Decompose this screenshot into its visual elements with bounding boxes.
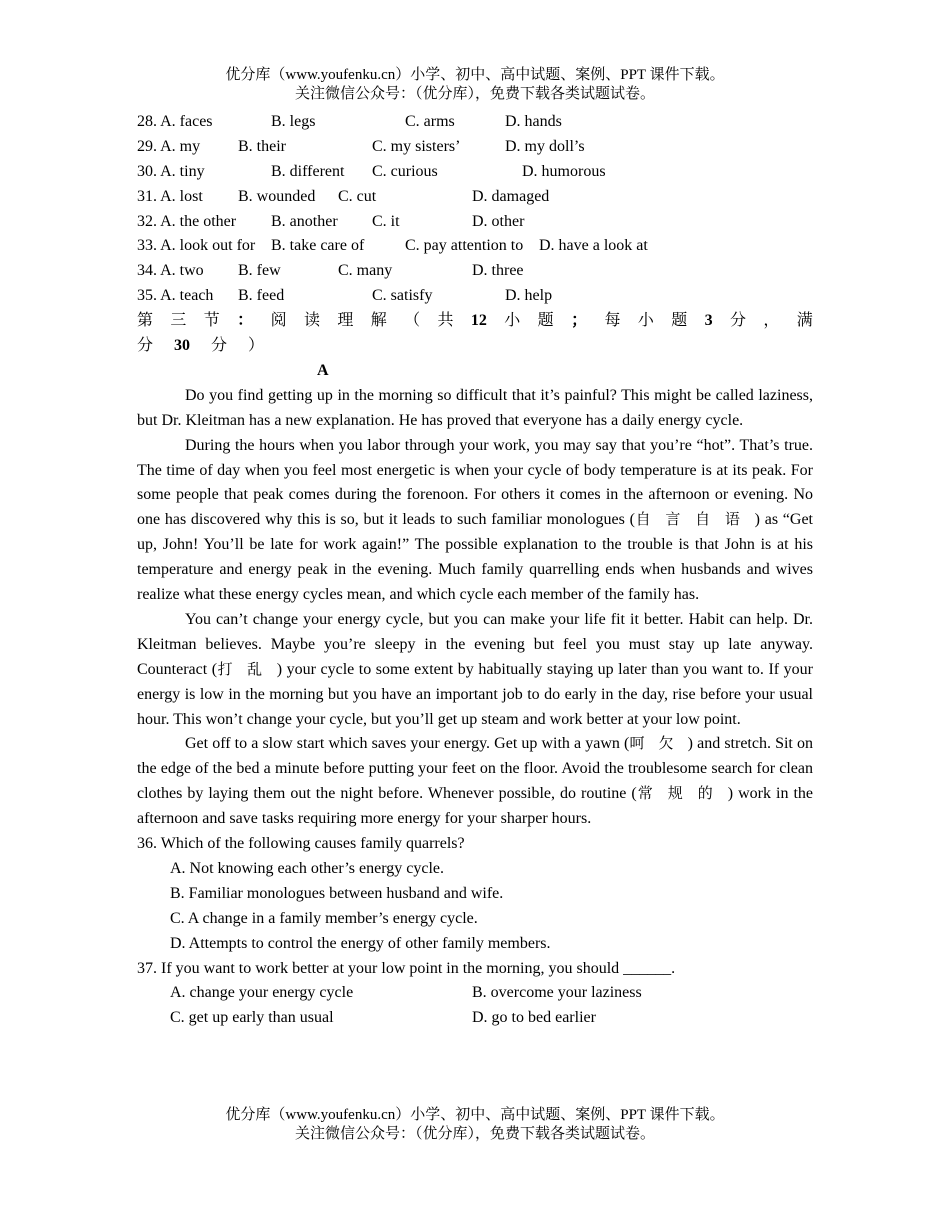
option-a: 33. A. look out for xyxy=(137,237,256,255)
option-c: C. my sisters’ xyxy=(372,137,461,155)
option-d: D. other xyxy=(472,212,525,230)
option-c: C. it xyxy=(372,212,400,230)
option-c: C. satisfy xyxy=(372,287,433,305)
heading-char: ； xyxy=(571,312,588,330)
option-b: B. feed xyxy=(238,287,285,305)
heading-char: ） xyxy=(248,337,265,355)
header-line-1: 优分库（www.youfenku.cn）小学、初中、高中试题、案例、PPT 课件下载。 xyxy=(225,67,725,83)
passage-paragraph-3 xyxy=(137,608,813,733)
heading-char: 满 xyxy=(796,312,813,330)
option-c: C. arms xyxy=(405,113,455,130)
heading-char: 分 xyxy=(137,337,154,355)
option-c: C. curious xyxy=(372,162,438,180)
section-heading-cont xyxy=(137,334,813,359)
passage-title: A xyxy=(317,361,329,379)
paragraph-text: ) your cycle to some extent by habitually staying up later than you want to. If your energy is low in the morning but you have an important job to do early in the day, rise before your usual hour. This won’t change your cycle, but you’ll get up steam and work better at your low point. xyxy=(137,660,813,728)
option-row-33 xyxy=(137,234,813,259)
section-heading xyxy=(137,309,813,334)
page-header xyxy=(0,66,950,104)
footer-line-2: 关注微信公众号：（优分库），免费下载各类试题试卷。 xyxy=(294,1126,655,1142)
option-d: D. hands xyxy=(505,113,562,130)
option-a: 28. A. faces xyxy=(137,113,213,130)
question-37-choices-row-2 xyxy=(137,1006,813,1031)
heading-char: 三 xyxy=(170,312,187,330)
option-b: B. few xyxy=(238,262,281,280)
option-row-29 xyxy=(137,135,813,160)
option-d: D. have a look at xyxy=(539,237,648,255)
option-b: B. their xyxy=(238,137,286,155)
paragraph-text: ) as “Get up, John! You’ll be late for work again!” The possible explanation to the trouble is that John is at his temperature and energy peak in the evening. Much family quarrelling ends when husbands and wives realize what these energy cycles mean, and which cycle each member of the family has. xyxy=(137,511,813,604)
question-37-choice-d: D. go to bed earlier xyxy=(472,1009,596,1027)
option-b: B. wounded xyxy=(238,187,316,205)
question-36-stem: 36. Which of the following causes family quarrels? xyxy=(137,835,465,853)
question-36-choice-a: A. Not knowing each other’s energy cycle. xyxy=(170,860,444,877)
heading-number: 30 xyxy=(174,337,191,355)
paragraph-text: ) and stretch. Sit on the edge of the bed a minute before putting your feet on the floor. Avoid the troublesome search for clean clothes by laying them out the night before. Whenever possible, do routine ( xyxy=(137,735,813,803)
question-37-choice-b: B. overcome your laziness xyxy=(472,984,642,1002)
passage-paragraph-2 xyxy=(137,434,813,608)
chinese-gloss: 自言自语 xyxy=(634,512,755,529)
option-row-34 xyxy=(137,259,813,284)
option-b: B. different xyxy=(271,162,345,180)
option-c: C. many xyxy=(338,262,393,280)
exam-content xyxy=(137,110,813,1031)
paragraph-text: You can’t change your energy cycle, but you can make your life fit it better. Habit can help. Dr. Kleitman believes. Maybe you’re sleepy in the evening but feel you must stay up late anyway. Counteract ( xyxy=(137,610,813,678)
question-36-choice-b: B. Familiar monologues between husband and wife. xyxy=(170,884,504,902)
option-c: C. cut xyxy=(338,187,377,205)
heading-char: 节 xyxy=(203,312,220,330)
chinese-gloss: 打乱 xyxy=(217,661,277,678)
option-d: D. help xyxy=(505,287,553,305)
option-b: B. take care of xyxy=(271,237,365,255)
passage-paragraph-4 xyxy=(137,732,813,832)
option-a: 32. A. the other xyxy=(137,212,237,230)
heading-char: 分 xyxy=(730,312,747,330)
passage-paragraph-1: Do you find getting up in the morning so difficult that it’s painful? This might be called laziness, but Dr. Kleitman has a new explanation. He has proved that everyone has a daily energy cycle. xyxy=(137,386,813,429)
option-row-30 xyxy=(137,160,813,185)
heading-char: 共 xyxy=(437,312,454,330)
heading-char: 第 xyxy=(137,312,154,330)
option-row-28 xyxy=(137,110,813,135)
heading-char: 题 xyxy=(671,312,688,330)
question-36-choice-c: C. A change in a family member’s energy cycle. xyxy=(170,909,478,927)
chinese-gloss: 呵欠 xyxy=(629,736,688,753)
question-37-choice-a: A. change your energy cycle xyxy=(170,984,354,1002)
option-a: 29. A. my xyxy=(137,137,201,155)
option-d: D. damaged xyxy=(472,187,550,205)
option-a: 30. A. tiny xyxy=(137,162,205,180)
option-b: B. legs xyxy=(271,113,316,130)
option-d: D. three xyxy=(472,262,524,280)
heading-char: 题 xyxy=(537,312,554,330)
footer-line-1: 优分库（www.youfenku.cn）小学、初中、高中试题、案例、PPT 课件下载。 xyxy=(225,1107,725,1123)
heading-number: 3 xyxy=(704,312,713,330)
page-footer xyxy=(0,1106,950,1144)
option-row-31 xyxy=(137,185,813,210)
heading-char: 小 xyxy=(504,312,521,330)
option-a: 35. A. teach xyxy=(137,287,214,305)
heading-char: 小 xyxy=(637,312,654,330)
option-c: C. pay attention to xyxy=(405,237,524,255)
option-b: B. another xyxy=(271,212,338,230)
option-d: D. humorous xyxy=(522,162,606,180)
option-a: 34. A. two xyxy=(137,262,204,280)
paragraph-text: Get off to a slow start which saves your energy. Get up with a yawn ( xyxy=(185,735,630,753)
question-36-choice-d: D. Attempts to control the energy of other family members. xyxy=(170,934,551,952)
header-line-2: 关注微信公众号：（优分库），免费下载各类试题试卷。 xyxy=(294,86,655,102)
heading-char: ： xyxy=(237,312,254,330)
heading-char: 每 xyxy=(604,312,621,330)
heading-char: 解 xyxy=(370,312,387,330)
heading-char: 理 xyxy=(337,312,354,330)
heading-number: 12 xyxy=(470,312,487,330)
question-37-choices-row-1 xyxy=(137,981,813,1006)
option-row-35 xyxy=(137,284,813,309)
heading-char: （ xyxy=(404,312,421,330)
paragraph-text: During the hours when you labor through your work, you may say that you’re “hot”. That’s true. The time of day when you feel most energetic is when your cycle of body temperature is at its peak. For some people that peak comes during the forenoon. For others it comes in the afternoon or evening. No one has discovered why this is so, but it leads to such familiar monologues ( xyxy=(137,436,813,529)
heading-char: 分 xyxy=(211,337,228,355)
question-37-stem: 37. If you want to work better at your low point in the morning, you should ______. xyxy=(137,959,676,977)
heading-char: ， xyxy=(763,312,780,330)
chinese-gloss: 常规的 xyxy=(636,786,728,803)
question-37-choice-c: C. get up early than usual xyxy=(170,1009,334,1027)
option-a: 31. A. lost xyxy=(137,187,203,205)
paragraph-text: ) work in the afternoon and save tasks requiring more energy for your sharper hours. xyxy=(137,785,813,828)
heading-char: 读 xyxy=(303,312,320,330)
option-d: D. my doll’s xyxy=(505,137,585,155)
heading-char: 阅 xyxy=(270,312,287,330)
option-row-32 xyxy=(137,210,813,235)
